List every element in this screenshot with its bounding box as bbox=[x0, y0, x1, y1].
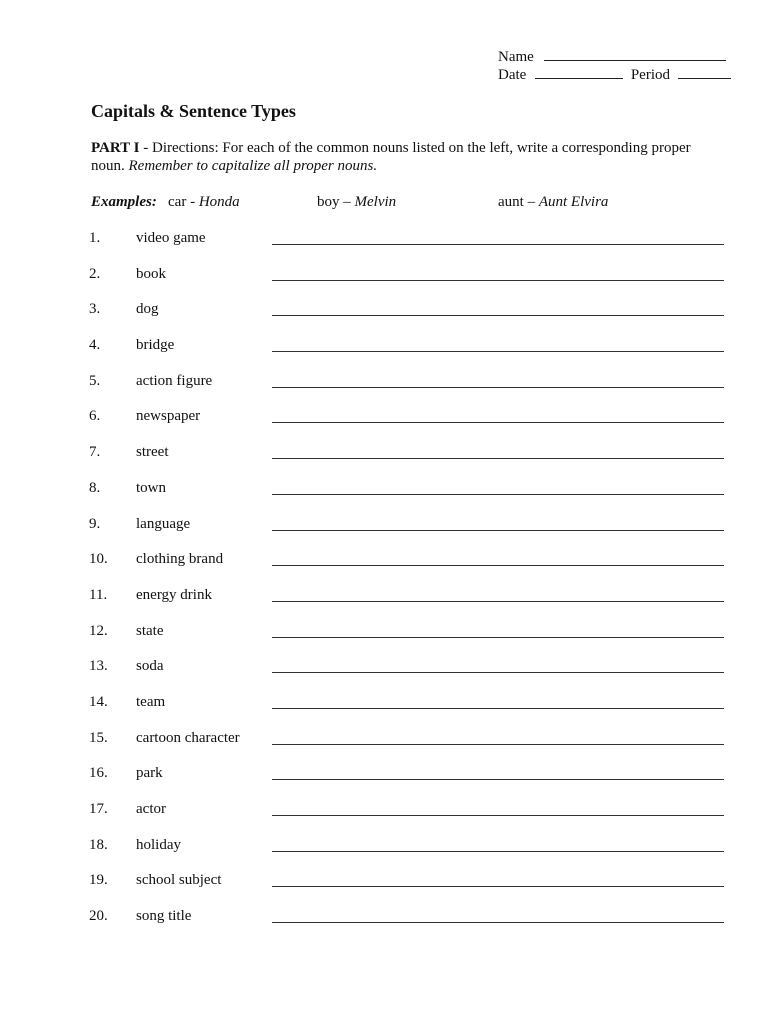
common-noun: cartoon character bbox=[136, 729, 240, 746]
answer-line[interactable] bbox=[272, 672, 724, 673]
list-item bbox=[0, 515, 770, 551]
common-noun: clothing brand bbox=[136, 551, 224, 568]
list-item bbox=[0, 764, 770, 800]
list-item bbox=[0, 729, 770, 765]
item-number: 3. bbox=[89, 301, 101, 318]
common-noun: dog bbox=[136, 301, 159, 318]
date-period-row bbox=[498, 65, 731, 83]
item-number: 11. bbox=[89, 586, 108, 603]
common-noun: video game bbox=[136, 230, 206, 246]
list-item bbox=[0, 586, 770, 622]
item-number: 17. bbox=[89, 801, 108, 817]
common-noun: school subject bbox=[136, 872, 222, 889]
list-item bbox=[0, 229, 770, 265]
answer-line[interactable] bbox=[272, 244, 724, 245]
common-noun: bridge bbox=[136, 337, 175, 354]
common-noun: street bbox=[136, 444, 169, 461]
list-item bbox=[0, 443, 770, 479]
item-number: 20. bbox=[89, 908, 108, 925]
item-number: 18. bbox=[89, 836, 108, 853]
common-noun: soda bbox=[136, 658, 164, 675]
list-item bbox=[0, 907, 770, 943]
item-number: 4. bbox=[89, 337, 101, 354]
name-row bbox=[498, 47, 731, 65]
item-number: 8. bbox=[89, 479, 101, 496]
item-number: 16. bbox=[89, 765, 108, 782]
common-noun: song title bbox=[136, 908, 192, 925]
example-item: car - Honda bbox=[168, 194, 240, 210]
noun-list bbox=[0, 229, 770, 943]
part1-directions bbox=[91, 139, 711, 175]
list-item bbox=[0, 479, 770, 515]
answer-line[interactable] bbox=[272, 637, 724, 638]
date-field[interactable] bbox=[535, 65, 623, 79]
name-label: Name bbox=[498, 49, 534, 65]
item-number: 10. bbox=[89, 551, 108, 568]
answer-line[interactable] bbox=[272, 851, 724, 852]
common-noun: newspaper bbox=[136, 408, 201, 425]
item-number: 9. bbox=[89, 515, 101, 532]
common-noun: energy drink bbox=[136, 586, 212, 603]
answer-line[interactable] bbox=[272, 494, 724, 495]
answer-line[interactable] bbox=[272, 422, 724, 423]
common-noun: language bbox=[136, 515, 191, 532]
common-noun: action figure bbox=[136, 372, 213, 389]
answer-line[interactable] bbox=[272, 744, 724, 745]
item-number: 13. bbox=[89, 658, 108, 675]
answer-line[interactable] bbox=[272, 815, 724, 816]
answer-line[interactable] bbox=[272, 565, 724, 566]
list-item bbox=[0, 693, 770, 729]
period-field[interactable] bbox=[678, 65, 731, 79]
common-noun: actor bbox=[136, 801, 166, 817]
item-number: 7. bbox=[89, 444, 101, 461]
examples-row bbox=[91, 193, 711, 211]
name-field[interactable] bbox=[544, 47, 726, 61]
part-label: PART I bbox=[91, 140, 140, 156]
item-number: 14. bbox=[89, 693, 108, 710]
list-item bbox=[0, 407, 770, 443]
list-item bbox=[0, 265, 770, 301]
answer-line[interactable] bbox=[272, 387, 724, 388]
answer-line[interactable] bbox=[272, 886, 724, 887]
list-item bbox=[0, 800, 770, 836]
list-item bbox=[0, 372, 770, 408]
common-noun: town bbox=[136, 479, 166, 496]
list-item bbox=[0, 622, 770, 658]
reminder-text: Remember to capitalize all proper nouns. bbox=[128, 158, 378, 174]
answer-line[interactable] bbox=[272, 708, 724, 709]
item-number: 2. bbox=[89, 265, 101, 282]
example-item: boy – Melvin bbox=[317, 194, 397, 210]
item-number: 19. bbox=[89, 872, 108, 889]
directions-text: - Directions: For each of the common nouns listed on the left, write a corresponding proper noun. bbox=[91, 140, 691, 174]
item-number: 12. bbox=[89, 622, 108, 639]
item-number: 15. bbox=[89, 729, 108, 746]
list-item bbox=[0, 836, 770, 872]
answer-line[interactable] bbox=[272, 779, 724, 780]
list-item bbox=[0, 657, 770, 693]
item-number: 5. bbox=[89, 372, 101, 389]
date-label: Date bbox=[498, 67, 527, 83]
common-noun: park bbox=[136, 765, 163, 782]
common-noun: team bbox=[136, 693, 166, 710]
item-number: 6. bbox=[89, 408, 101, 425]
item-number: 1. bbox=[89, 230, 101, 246]
list-item bbox=[0, 871, 770, 907]
answer-line[interactable] bbox=[272, 315, 724, 316]
student-info-block bbox=[498, 47, 731, 83]
common-noun: holiday bbox=[136, 836, 181, 853]
common-noun: state bbox=[136, 622, 164, 639]
period-label: Period bbox=[630, 67, 670, 83]
common-noun: book bbox=[136, 265, 166, 282]
answer-line[interactable] bbox=[272, 351, 724, 352]
list-item bbox=[0, 336, 770, 372]
answer-line[interactable] bbox=[272, 601, 724, 602]
example-item: aunt – Aunt Elvira bbox=[498, 194, 609, 210]
list-item bbox=[0, 300, 770, 336]
page-title: Capitals & Sentence Types bbox=[91, 101, 296, 121]
answer-line[interactable] bbox=[272, 922, 724, 923]
examples-label: Examples: bbox=[91, 194, 157, 210]
list-item bbox=[0, 550, 770, 586]
answer-line[interactable] bbox=[272, 458, 724, 459]
answer-line[interactable] bbox=[272, 530, 724, 531]
answer-line[interactable] bbox=[272, 280, 724, 281]
